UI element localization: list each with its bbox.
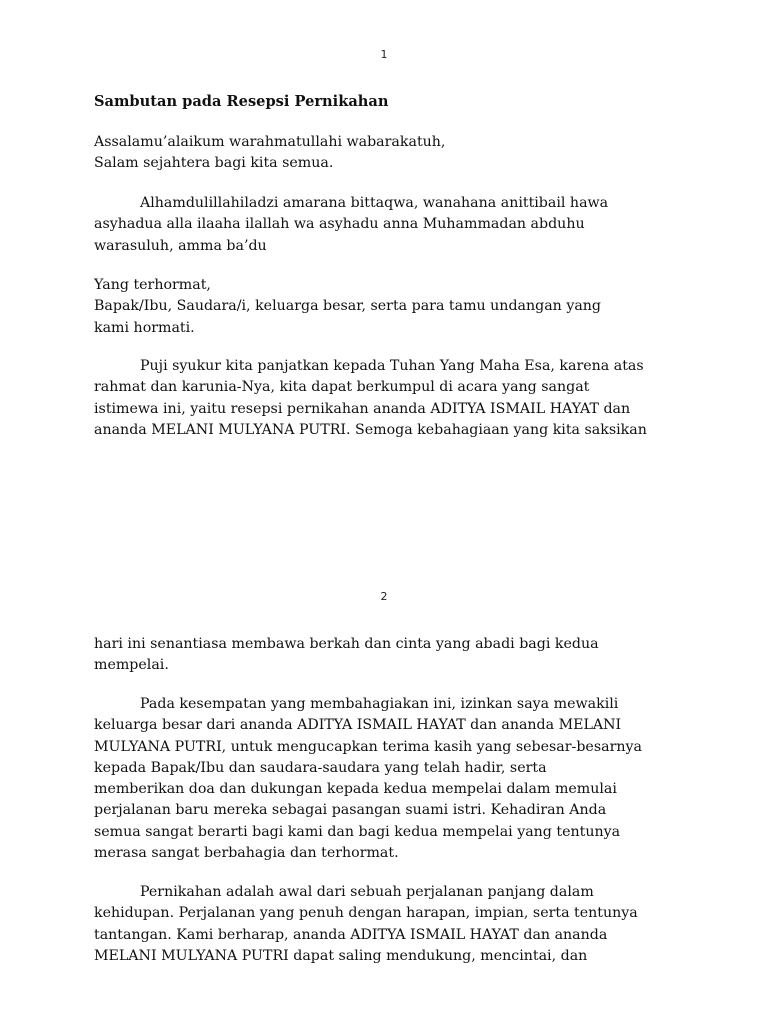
document-title: Sambutan pada Resepsi Pernikahan <box>94 93 389 110</box>
thanks-paragraph: Pada kesempatan yang membahagiakan ini, izinkan saya mewakili keluarga besar dari ananda ADITYA ISMAIL HAYAT dan ananda MELANI MULYANA PUTRI, untuk mengucapkan terima kasih yang sebesar-besarnya kepada Bapak/Ibu dan saudara-saudara yang telah hadir, serta memberikan doa dan dukungan kepada kedua mempelai dalam memulai perjalanan baru mereka sebagai pasangan suami istri. Kehadiran Anda semua sangat berarti bagi kami dan bagi kedua mempelai yang tentunya merasa sangat berbahagia dan terhormat. <box>94 696 642 862</box>
greeting-paragraph: Assalamu’alaikum warahmatullahi wabarakatuh, Salam sejahtera bagi kita semua. <box>94 134 446 172</box>
salutation-paragraph: Yang terhormat, Bapak/Ibu, Saudara/i, keluarga besar, serta para tamu undangan yang kami hormati. <box>94 277 602 336</box>
opening-prayer-paragraph: Alhamdulillahiladzi amarana bittaqwa, wanahana anittibail hawa asyhadua alla ilaaha ilallah wa asyhadu anna Muhammadan abduhu warasuluh, amma ba’du <box>94 195 609 254</box>
page-number: 1 <box>380 48 388 61</box>
gratitude-paragraph: Puji syukur kita panjatkan kepada Tuhan Yang Maha Esa, karena atas rahmat dan karunia-Nya, kita dapat berkumpul di acara yang sangat istimewa ini, yaitu resepsi pernikahan ananda ADITYA ISMAIL HAYAT dan ananda MELANI MULYANA PUTRI. Semoga kebahagiaan yang kita saksikan <box>94 358 647 438</box>
document-page-2 <box>0 560 768 1024</box>
page-number: 2 <box>380 590 388 603</box>
continuation-paragraph: hari ini senantiasa membawa berkah dan cinta yang abadi bagi kedua mempelai. <box>94 636 599 674</box>
marriage-journey-paragraph: Pernikahan adalah awal dari sebuah perjalanan panjang dalam kehidupan. Perjalanan yang penuh dengan harapan, impian, serta tentunya tantangan. Kami berharap, ananda ADITYA ISMAIL HAYAT dan ananda MELANI MULYANA PUTRI dapat saling mendukung, mencintai, dan <box>94 884 638 964</box>
